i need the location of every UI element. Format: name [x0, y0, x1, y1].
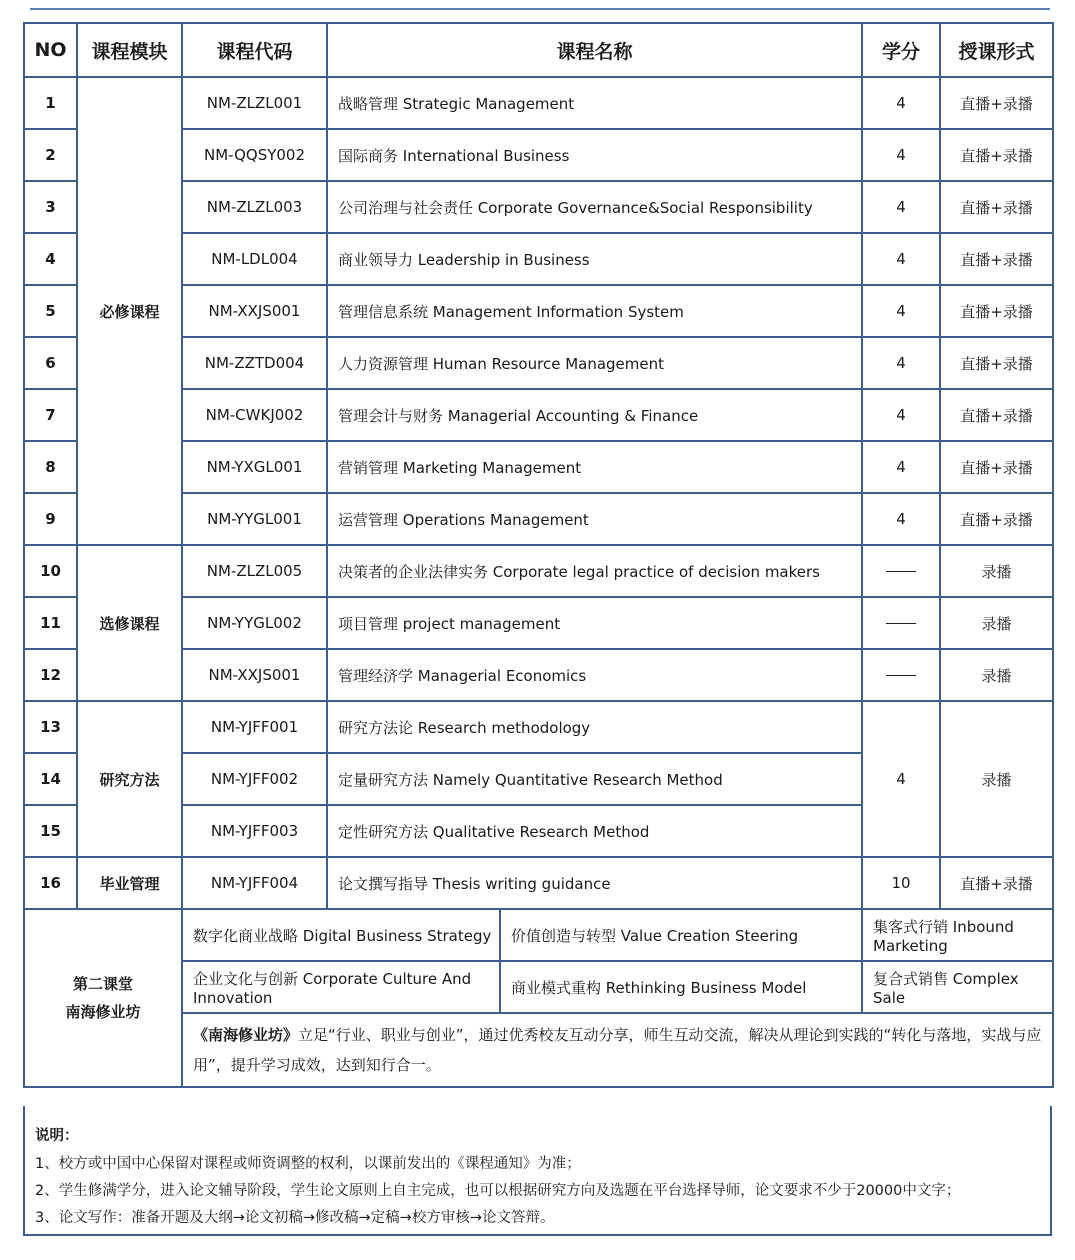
row-no: 3 [24, 181, 77, 233]
header-no: NO [24, 23, 77, 77]
note-line-1: 1、校方或中国中心保留对课程或师资调整的权利，以课前发出的《课程通知》为准； [35, 1156, 581, 1172]
dash-mark [886, 675, 916, 676]
table-row [24, 701, 1053, 753]
course-mode: 直播+录播 [940, 181, 1053, 233]
course-name: 决策者的企业法律实务 Corporate legal practice of decision makers [327, 545, 862, 597]
course-name: 战略管理 Strategic Management [327, 77, 862, 129]
course-code: NM-YJFF001 [182, 701, 327, 753]
workshop-item: 集客式行销 Inbound Marketing [862, 909, 1053, 961]
course-name: 公司治理与社会责任 Corporate Governance&Social Responsibility [327, 181, 862, 233]
course-code: NM-XXJS001 [182, 285, 327, 337]
row-no: 10 [24, 545, 77, 597]
workshop-item: 复合式销售 Complex Sale [862, 961, 1053, 1013]
course-mode: 直播+录播 [940, 233, 1053, 285]
note-line-2: 2、学生修满学分，进入论文辅导阶段，学生论文原则上自主完成，也可以根据研究方向及选题在平台选择导师，论文要求不少于20000中文字； [35, 1183, 961, 1199]
course-name: 人力资源管理 Human Resource Management [327, 337, 862, 389]
course-name: 管理信息系统 Management Information System [327, 285, 862, 337]
course-code: NM-YYGL001 [182, 493, 327, 545]
course-name: 运营管理 Operations Management [327, 493, 862, 545]
course-code: NM-YJFF003 [182, 805, 327, 857]
header-row [24, 23, 1053, 77]
second-class-title [24, 909, 182, 1087]
table-row [24, 77, 1053, 129]
course-name: 定性研究方法 Qualitative Research Method [327, 805, 862, 857]
header-mode: 授课形式 [940, 23, 1053, 77]
course-credit: 4 [862, 233, 940, 285]
course-credit: 4 [862, 77, 940, 129]
row-no: 12 [24, 649, 77, 701]
row-no: 9 [24, 493, 77, 545]
course-credit: 4 [862, 493, 940, 545]
module-required: 必修课程 [77, 77, 182, 545]
course-credit [862, 597, 940, 649]
workshop-item: 商业模式重构 Rethinking Business Model [500, 961, 862, 1013]
course-credit: 4 [862, 441, 940, 493]
course-code: NM-LDL004 [182, 233, 327, 285]
row-no: 16 [24, 857, 77, 909]
course-name: 定量研究方法 Namely Quantitative Research Method [327, 753, 862, 805]
course-mode: 直播+录播 [940, 441, 1053, 493]
row-no: 8 [24, 441, 77, 493]
course-code: NM-QQSY002 [182, 129, 327, 181]
course-code: NM-CWKJ002 [182, 389, 327, 441]
course-name: 论文撰写指导 Thesis writing guidance [327, 857, 862, 909]
course-code: NM-YXGL001 [182, 441, 327, 493]
module-research: 研究方法 [77, 701, 182, 857]
course-name: 研究方法论 Research methodology [327, 701, 862, 753]
row-no: 7 [24, 389, 77, 441]
description-text: 立足“行业、职业与创业”，通过优秀校友互动分享，师生互动交流，解决从理论到实践的“转化与落地，实战与应用”，提升学习成效，达到知行合一。 [193, 1026, 1042, 1074]
row-no: 11 [24, 597, 77, 649]
course-mode: 直播+录播 [940, 493, 1053, 545]
row-no: 5 [24, 285, 77, 337]
row-no: 15 [24, 805, 77, 857]
header-code: 课程代码 [182, 23, 327, 77]
course-credit: 10 [862, 857, 940, 909]
course-name: 国际商务 International Business [327, 129, 862, 181]
course-credit [862, 545, 940, 597]
course-credit: 4 [862, 181, 940, 233]
row-no: 6 [24, 337, 77, 389]
dash-mark [886, 571, 916, 572]
course-credit: 4 [862, 285, 940, 337]
course-code: NM-YJFF002 [182, 753, 327, 805]
row-no: 1 [24, 77, 77, 129]
course-mode: 直播+录播 [940, 337, 1053, 389]
course-code: NM-ZZTD004 [182, 337, 327, 389]
description-title: 《南海修业坊》 [193, 1026, 299, 1044]
row-no: 2 [24, 129, 77, 181]
workshop-item: 价值创造与转型 Value Creation Steering [500, 909, 862, 961]
course-code: NM-XXJS001 [182, 649, 327, 701]
course-mode: 录播 [940, 597, 1053, 649]
second-class-title-1: 第二课堂 [72, 975, 133, 993]
header-credit: 学分 [862, 23, 940, 77]
course-code: NM-ZLZL001 [182, 77, 327, 129]
course-name: 管理经济学 Managerial Economics [327, 649, 862, 701]
workshop-row [24, 909, 1053, 961]
course-mode: 直播+录播 [940, 285, 1053, 337]
course-credit: 4 [862, 129, 940, 181]
row-no: 13 [24, 701, 77, 753]
second-class-title-2: 南海修业坊 [65, 1003, 141, 1021]
course-mode: 直播+录播 [940, 857, 1053, 909]
header-name: 课程名称 [327, 23, 862, 77]
course-mode: 直播+录播 [940, 389, 1053, 441]
course-code: NM-YYGL002 [182, 597, 327, 649]
research-credit: 4 [862, 701, 940, 857]
course-mode: 直播+录播 [940, 129, 1053, 181]
table-row [24, 857, 1053, 909]
course-name: 项目管理 project management [327, 597, 862, 649]
course-name: 管理会计与财务 Managerial Accounting & Finance [327, 389, 862, 441]
row-no: 4 [24, 233, 77, 285]
course-mode: 直播+录播 [940, 77, 1053, 129]
course-credit: 4 [862, 337, 940, 389]
row-no: 14 [24, 753, 77, 805]
note-line-3: 3、论文写作：准备开题及大纲→论文初稿→修改稿→定稿→校方审核→论文答辩。 [35, 1210, 555, 1226]
notes-title: 说明： [35, 1128, 79, 1144]
workshop-item: 企业文化与创新 Corporate Culture And Innovation [182, 961, 500, 1013]
module-graduation: 毕业管理 [77, 857, 182, 909]
dash-mark [886, 623, 916, 624]
workshop-item: 数字化商业战略 Digital Business Strategy [182, 909, 500, 961]
second-class-description [182, 1013, 1053, 1087]
course-code: NM-ZLZL005 [182, 545, 327, 597]
course-credit: 4 [862, 389, 940, 441]
course-code: NM-ZLZL003 [182, 181, 327, 233]
course-mode: 录播 [940, 649, 1053, 701]
course-name: 营销管理 Marketing Management [327, 441, 862, 493]
module-elective: 选修课程 [77, 545, 182, 701]
research-mode: 录播 [940, 701, 1053, 857]
course-mode: 录播 [940, 545, 1053, 597]
top-rule [30, 8, 1050, 10]
course-table [23, 22, 1054, 1088]
course-name: 商业领导力 Leadership in Business [327, 233, 862, 285]
header-module: 课程模块 [77, 23, 182, 77]
course-credit [862, 649, 940, 701]
course-code: NM-YJFF004 [182, 857, 327, 909]
notes-box [23, 1106, 1052, 1236]
table-row [24, 545, 1053, 597]
